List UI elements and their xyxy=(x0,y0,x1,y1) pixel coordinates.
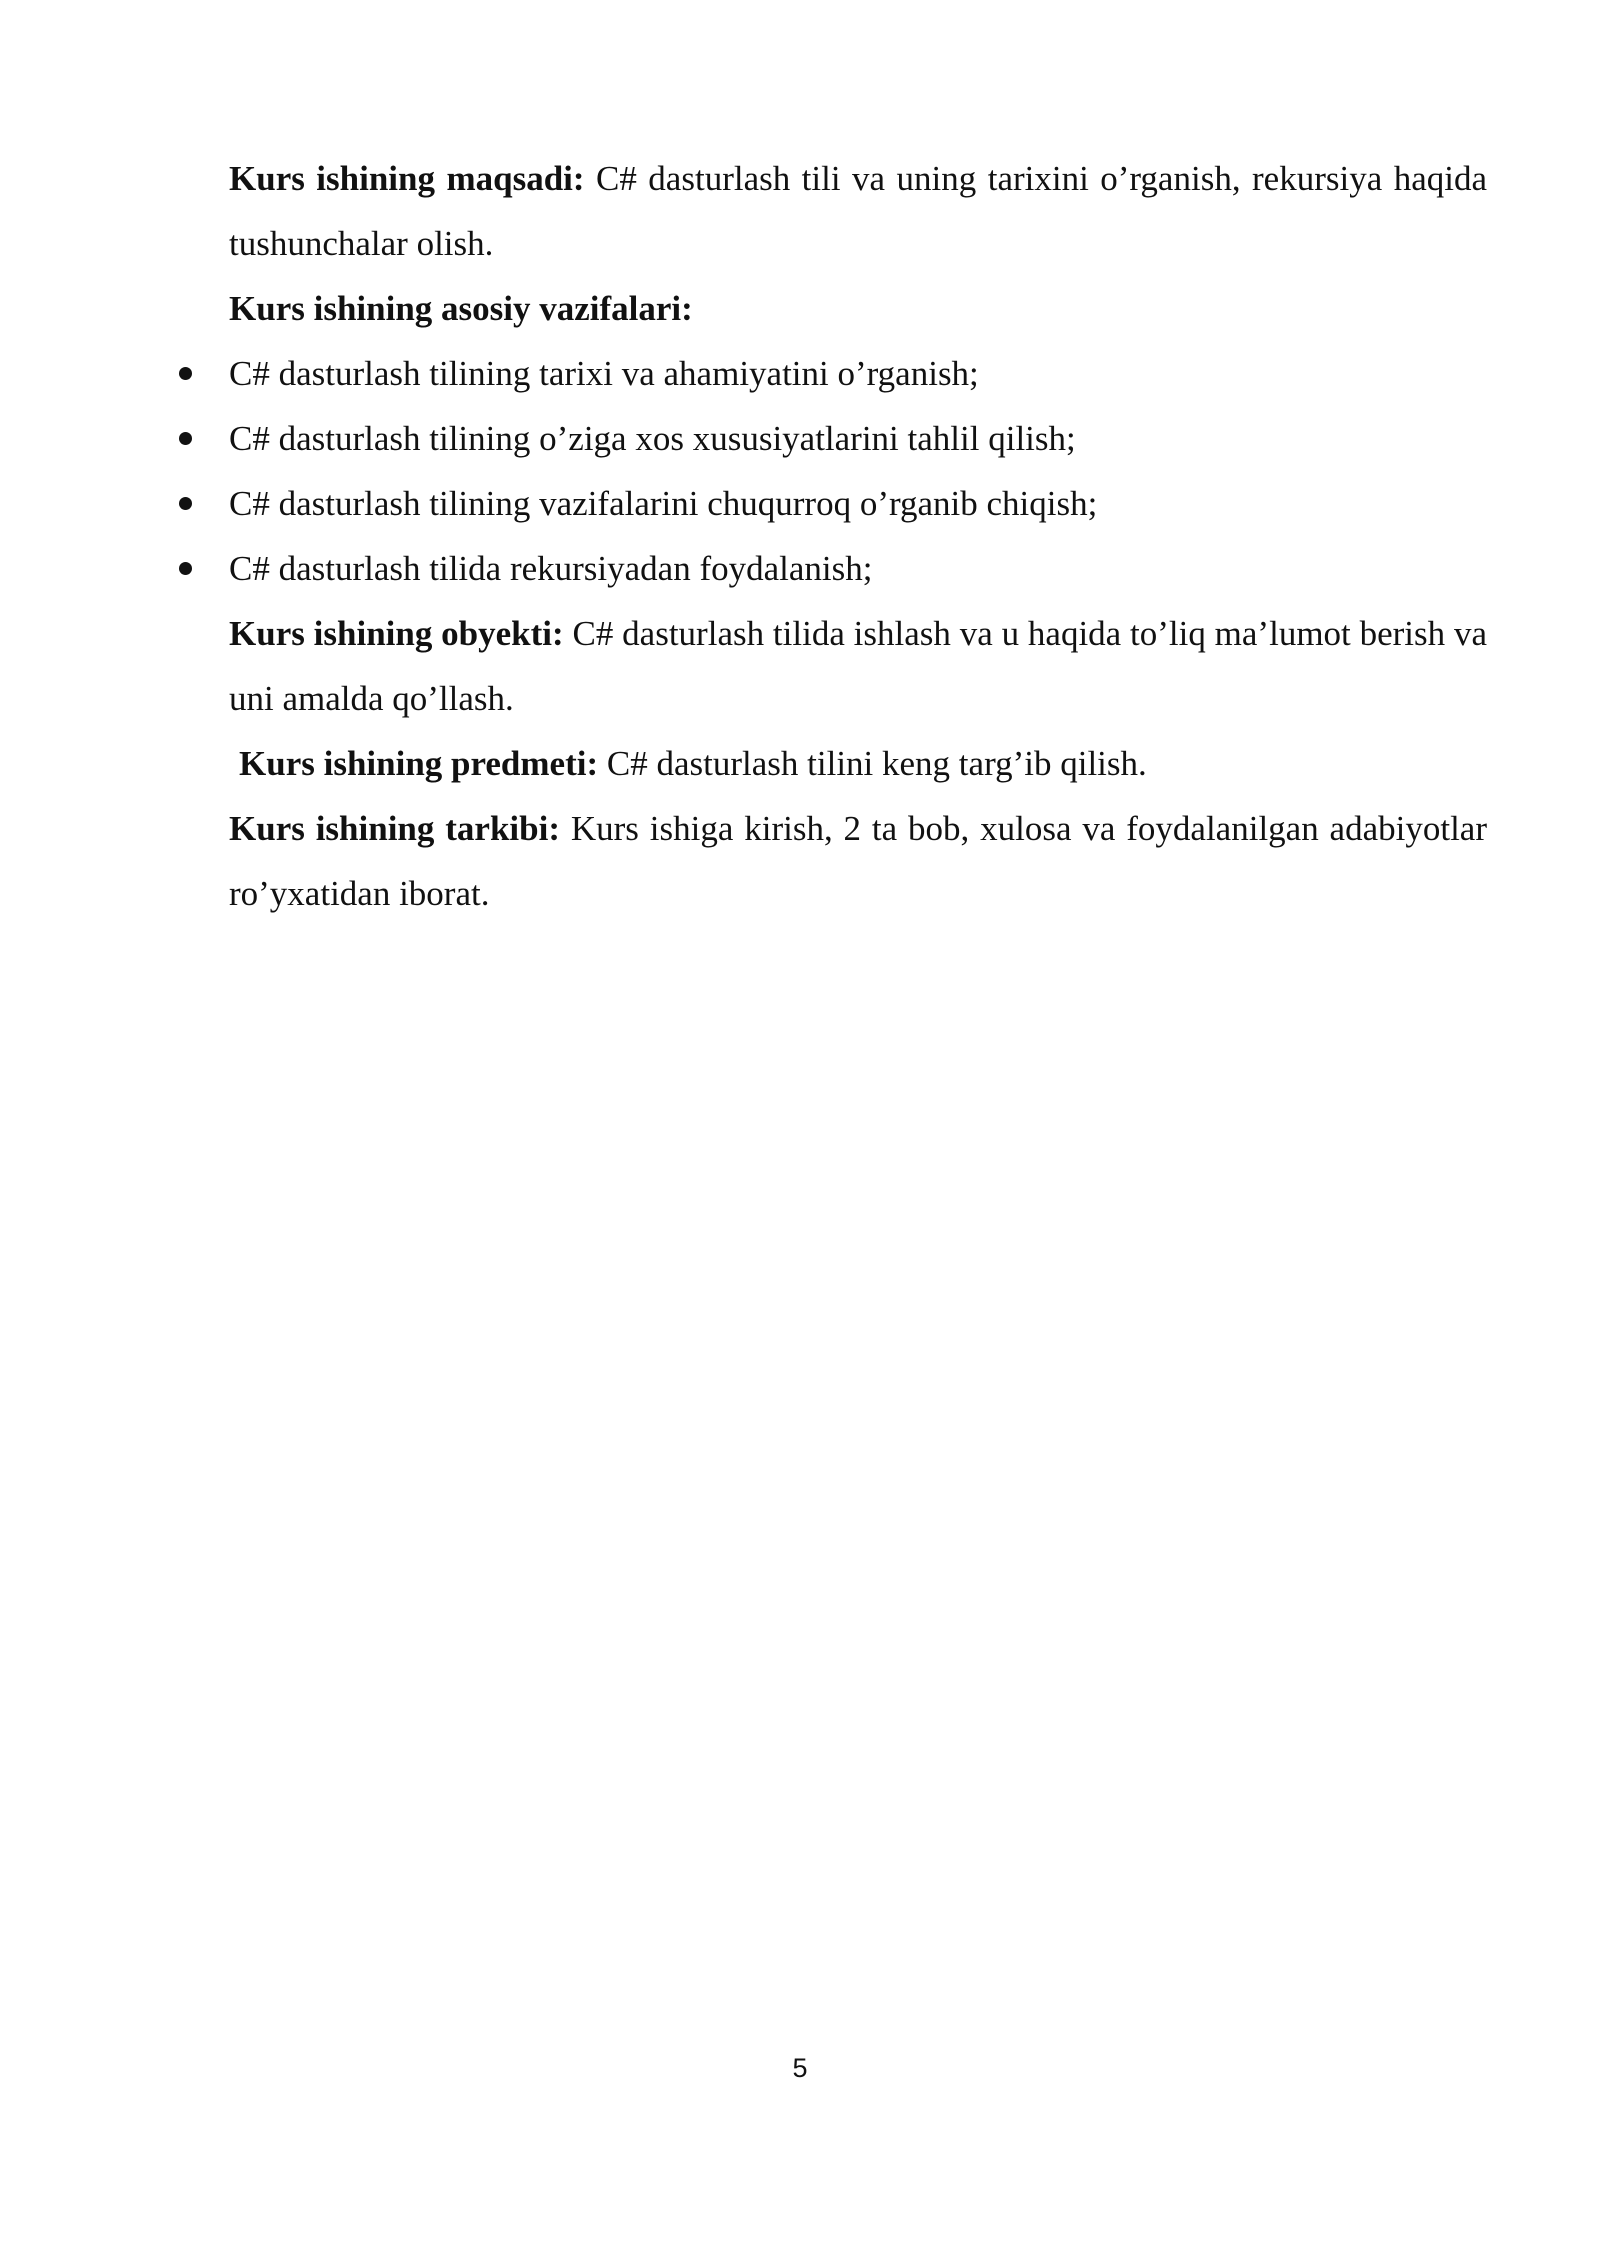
list-item-text: C# dasturlash tilining tarixi va ahamiyatini o’rganish; xyxy=(229,354,979,393)
page-content xyxy=(229,146,1487,926)
list-item-text: C# dasturlash tilida rekursiyadan foydalanish; xyxy=(229,549,873,588)
list-item xyxy=(229,406,1487,471)
bullet-icon xyxy=(179,497,192,510)
structure-text: Kurs ishiga kirish, 2 ta bob, xulosa va foydalanilgan adabiyotlar ro’yxatidan iborat. xyxy=(229,809,1487,913)
goal-label: Kurs ishining maqsadi: xyxy=(229,159,585,198)
list-item xyxy=(229,341,1487,406)
tasks-list xyxy=(229,341,1487,601)
list-item-text: C# dasturlash tilining o’ziga xos xususiyatlarini tahlil qilish; xyxy=(229,419,1076,458)
object-label: Kurs ishining obyekti: xyxy=(229,614,564,653)
list-item xyxy=(229,471,1487,536)
list-item-text: C# dasturlash tilining vazifalarini chuqurroq o’rganib chiqish; xyxy=(229,484,1098,523)
structure-label: Kurs ishining tarkibi: xyxy=(229,809,560,848)
object-paragraph xyxy=(229,601,1487,731)
structure-paragraph xyxy=(229,796,1487,926)
object-text: C# dasturlash tilida ishlash va u haqida to’liq ma’lumot berish va uni amalda qo’llash. xyxy=(229,614,1487,718)
list-item xyxy=(229,536,1487,601)
subject-label: Kurs ishining predmeti: xyxy=(239,744,599,783)
goal-text: C# dasturlash tili va uning tarixini o’rganish, rekursiya haqida tushunchalar olish. xyxy=(229,159,1488,263)
bullet-icon xyxy=(179,562,192,575)
goal-paragraph xyxy=(229,146,1487,276)
page-number: 5 xyxy=(792,2053,808,2083)
tasks-heading xyxy=(229,276,1487,341)
bullet-icon xyxy=(179,367,192,380)
tasks-heading-label: Kurs ishining asosiy vazifalari: xyxy=(229,289,693,328)
subject-paragraph xyxy=(229,731,1487,796)
bullet-icon xyxy=(179,432,192,445)
subject-text: C# dasturlash tilini keng targ’ib qilish. xyxy=(598,744,1147,783)
